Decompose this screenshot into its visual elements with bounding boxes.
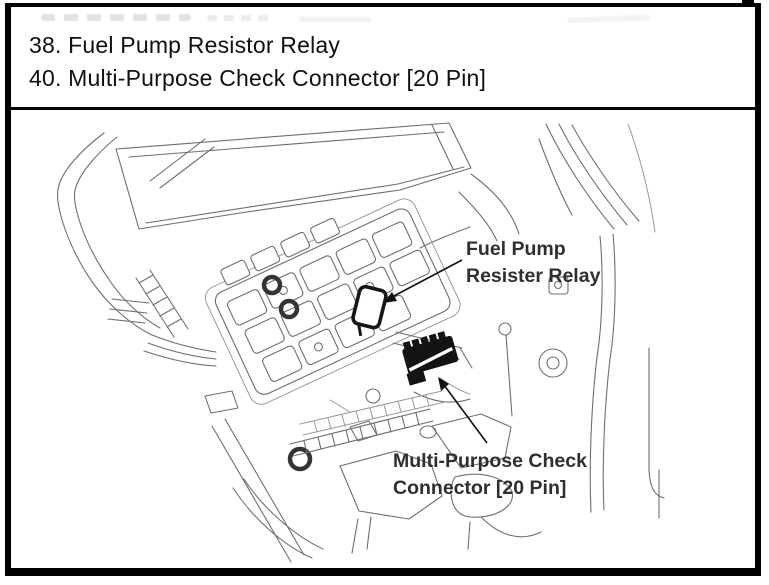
scan-smudge bbox=[567, 15, 651, 24]
scan-smudge bbox=[299, 17, 371, 22]
hood-panel bbox=[116, 123, 471, 229]
scan-smudge bbox=[207, 15, 269, 21]
relay-label-line2: Resister Relay bbox=[466, 265, 601, 287]
relay-label bbox=[466, 238, 601, 287]
engine-bay-drawing bbox=[11, 110, 755, 565]
engine-bay-diagram bbox=[11, 110, 755, 565]
connector-arrow bbox=[438, 377, 487, 443]
legend-item-40: 40. Multi-Purpose Check Connector [20 Pin] bbox=[29, 65, 487, 91]
left-body-lines bbox=[58, 133, 216, 366]
legend-item-38: 38. Fuel Pump Resistor Relay bbox=[29, 32, 341, 58]
connector-label-line1: Multi-Purpose Check bbox=[393, 450, 587, 472]
connector-label-line2: Connector [20 Pin] bbox=[393, 477, 567, 499]
connector-label bbox=[393, 450, 587, 499]
legend-panel bbox=[11, 7, 755, 110]
page-frame bbox=[5, 3, 761, 576]
relay-label-line1: Fuel Pump bbox=[466, 238, 566, 260]
wiring-lines bbox=[420, 174, 519, 248]
scan-smudge bbox=[41, 14, 191, 21]
